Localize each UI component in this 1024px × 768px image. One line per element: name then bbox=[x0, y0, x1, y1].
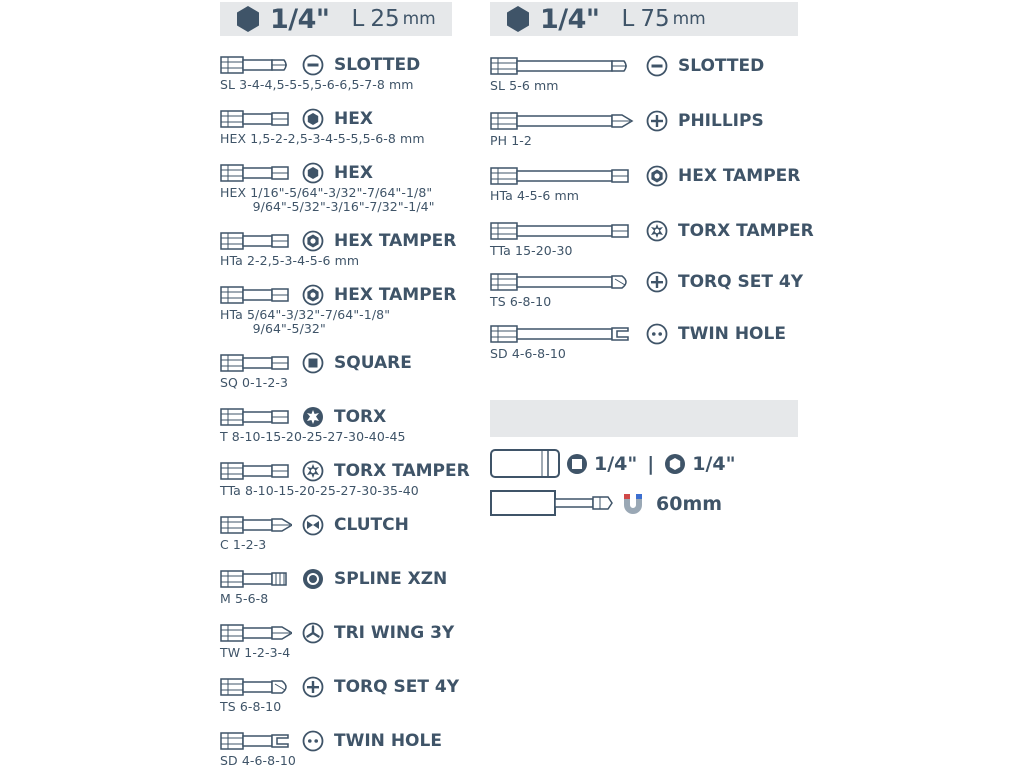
bit-type-label: SQUARE bbox=[334, 353, 412, 373]
bit-type-label: TWIN HOLE bbox=[678, 324, 786, 344]
header-25mm bbox=[220, 2, 452, 36]
bit-type-label: HEX TAMPER bbox=[334, 285, 457, 305]
spline-icon bbox=[302, 568, 324, 594]
twin-hole-icon bbox=[302, 730, 324, 756]
header-drive-size: 1/4" bbox=[270, 3, 330, 35]
bit-type-label: TORX TAMPER bbox=[678, 221, 814, 241]
adapter-hex-size: 1/4" bbox=[692, 453, 736, 475]
header-length-unit: mm bbox=[402, 9, 436, 29]
header-length: 75 bbox=[640, 6, 670, 32]
bit-type-label: PHILLIPS bbox=[678, 111, 764, 131]
hex-badge-icon bbox=[234, 5, 262, 33]
bit-type-label: HEX TAMPER bbox=[678, 166, 801, 186]
bit-sizes: PH 1-2 bbox=[490, 133, 532, 148]
torx-tamper-icon bbox=[646, 220, 668, 246]
bit-sizes: HEX 1/16"-5/64"-3/32"-7/64"-1/8" 9/64"-5/32"-3/16"-7/32"-1/4" bbox=[220, 185, 435, 214]
bit-sizes: HTa 5/64"-3/32"-7/64"-1/8" 9/64"-5/32" bbox=[220, 307, 391, 336]
header-length-prefix: L bbox=[351, 6, 365, 32]
holder-row bbox=[490, 490, 722, 518]
adapter-row bbox=[490, 449, 736, 479]
bit-sizes: HTa 4-5-6 mm bbox=[490, 188, 580, 203]
bit-type-label: CLUTCH bbox=[334, 515, 409, 535]
slotted-icon bbox=[646, 55, 668, 81]
bit-sizes: C 1-2-3 bbox=[220, 537, 267, 552]
bit-sizes: SD 4-6-8-10 bbox=[220, 753, 296, 768]
header-length: 25 bbox=[370, 6, 400, 32]
bit-sizes: TS 6-8-10 bbox=[490, 294, 552, 309]
bit-sizes: SD 4-6-8-10 bbox=[490, 346, 566, 361]
bit-sizes: SQ 0-1-2-3 bbox=[220, 375, 289, 390]
bit-type-label: TORQ SET 4Y bbox=[334, 677, 460, 697]
adapter-separator: | bbox=[647, 453, 655, 475]
bit-type-label: TORX TAMPER bbox=[334, 461, 470, 481]
magnet-icon bbox=[620, 491, 646, 517]
bit-type-label: TORX bbox=[334, 407, 387, 427]
torq-set-icon bbox=[302, 676, 324, 702]
header-75mm bbox=[490, 2, 798, 36]
bit-type-label: SLOTTED bbox=[334, 55, 421, 75]
bit-sizes: SL 5-6 mm bbox=[490, 78, 559, 93]
bit-holder-icon bbox=[490, 490, 614, 518]
adapter-square-size: 1/4" bbox=[594, 453, 638, 475]
header-length-unit: mm bbox=[672, 9, 706, 29]
holder-length: 60mm bbox=[656, 493, 723, 515]
bit-type-label: HEX TAMPER bbox=[334, 231, 457, 251]
hex-tamper-icon bbox=[646, 165, 668, 191]
bit-type-label: TORQ SET 4Y bbox=[678, 272, 804, 292]
bit-type-label: TWIN HOLE bbox=[334, 731, 442, 751]
clutch-icon bbox=[302, 514, 324, 540]
bit-sizes: TW 1-2-3-4 bbox=[220, 645, 291, 660]
bit-type-label: HEX bbox=[334, 109, 373, 129]
torq-set-icon bbox=[646, 271, 668, 297]
bit-sizes: T 8-10-15-20-25-27-30-40-45 bbox=[220, 429, 406, 444]
bit-sizes: TTa 15-20-30 bbox=[490, 243, 573, 258]
hex-drive-icon bbox=[664, 453, 686, 475]
bit-type-label: SPLINE XZN bbox=[334, 569, 448, 589]
bit-sizes: TTa 8-10-15-20-25-27-30-35-40 bbox=[220, 483, 419, 498]
bit-type-label: TRI WING 3Y bbox=[334, 623, 455, 643]
square-icon bbox=[302, 352, 324, 378]
tri-wing-icon bbox=[302, 622, 324, 648]
bit-sizes: HEX 1,5-2-2,5-3-4-5-5,5-6-8 mm bbox=[220, 131, 425, 146]
bit-sizes: SL 3-4-4,5-5-5,5-6-6,5-7-8 mm bbox=[220, 77, 414, 92]
header-length-prefix: L bbox=[621, 6, 635, 32]
bit-sizes: M 5-6-8 bbox=[220, 591, 269, 606]
bit-sizes: TS 6-8-10 bbox=[220, 699, 282, 714]
accessories-header bbox=[490, 400, 798, 437]
twin-hole-icon bbox=[646, 323, 668, 349]
header-drive-size: 1/4" bbox=[540, 3, 600, 35]
bit-sizes: HTa 2-2,5-3-4-5-6 mm bbox=[220, 253, 360, 268]
bit-type-label: SLOTTED bbox=[678, 56, 765, 76]
phillips-icon bbox=[646, 110, 668, 136]
hex-badge-icon bbox=[504, 5, 532, 33]
square-drive-icon bbox=[566, 453, 588, 475]
bit-type-label: HEX bbox=[334, 163, 373, 183]
socket-adapter-icon bbox=[490, 449, 562, 479]
